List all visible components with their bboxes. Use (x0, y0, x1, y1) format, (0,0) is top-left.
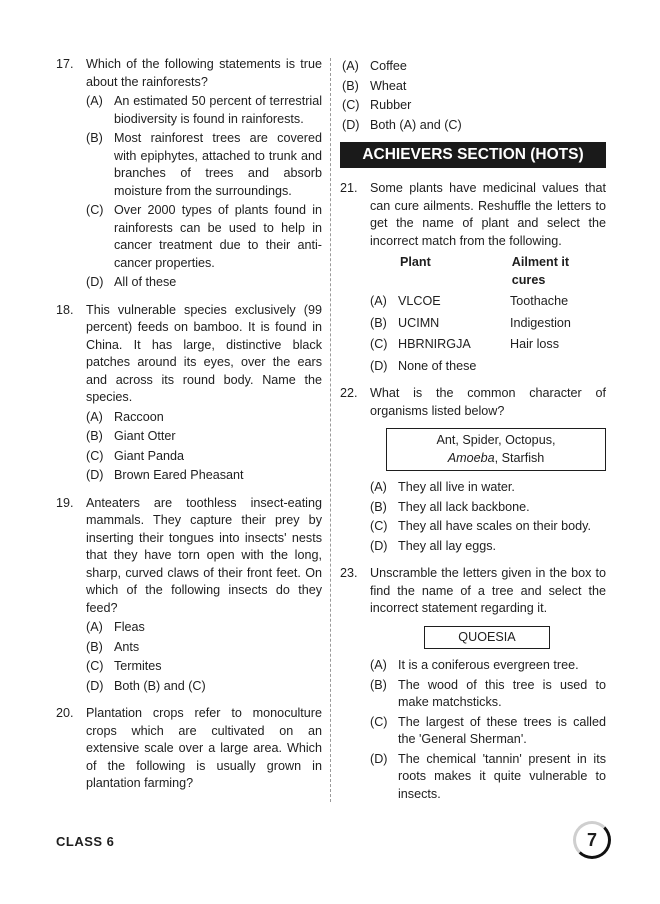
option-label: (D) (86, 468, 104, 482)
option-text: Both (B) and (C) (114, 678, 206, 693)
question-stem: Some plants have medicinal values that can cure ailments. Reshuffle the letters to get the name of plant and select the incorrect match from the following. (370, 181, 606, 248)
option-c (342, 97, 606, 115)
match-table (370, 254, 606, 375)
option-text: Over 2000 types of plants found in rainforests can be used to help in cancer treatment due to their anti-cancer properties. (114, 203, 322, 270)
plant-cell: UCIMN (398, 315, 440, 330)
option-text: Both (A) and (C) (370, 117, 462, 132)
class-label: CLASS 6 (56, 834, 115, 849)
option-c (370, 518, 606, 536)
option-label: (A) (86, 409, 103, 424)
option-text: An estimated 50 percent of terrestrial biodiversity is found in rainforests. (114, 94, 322, 126)
question-20-options (340, 58, 606, 134)
option-text: They all lay eggs. (398, 538, 497, 553)
table-header (370, 254, 606, 289)
question-number: 21. (340, 181, 358, 195)
option-label: (D) (342, 117, 360, 132)
option-d (86, 274, 322, 292)
question-number: 18. (56, 302, 74, 317)
table-row (370, 293, 606, 311)
question-20 (56, 705, 322, 793)
question-22 (340, 385, 606, 555)
option-text: Termites (114, 659, 162, 673)
option-label: (B) (370, 677, 387, 692)
column-header-plant: Plant (400, 255, 431, 269)
organism-list-box (386, 428, 606, 471)
question-stem: This vulnerable species exclusively (99 percent) feeds on bamboo. It is found in China. It has large, distinctive black patches around its eyes, over the ears and across its round body. Name the species. (86, 302, 322, 404)
question-18 (56, 302, 322, 485)
option-a (86, 619, 322, 637)
ailment-cell: Hair loss (510, 337, 559, 351)
option-text: Giant Panda (114, 448, 185, 463)
option-text: They all lack backbone. (398, 499, 530, 514)
question-21 (340, 180, 606, 375)
plant-cell: None of these (398, 358, 477, 373)
question-stem: What is the common character of organisms listed below? (370, 386, 606, 418)
table-row (370, 358, 606, 376)
option-label: (C) (86, 203, 104, 217)
option-text: Raccoon (114, 409, 164, 424)
option-label: (A) (86, 94, 103, 108)
option-label: (C) (86, 448, 104, 463)
option-label: (B) (370, 499, 387, 514)
option-a (342, 58, 606, 76)
option-b (86, 130, 322, 200)
option-text: Most rainforest trees are covered with epiphytes, attached to trunk and branches of trees and absorb moisture from the surroundings. (114, 131, 322, 198)
option-label: (C) (342, 98, 360, 112)
option-text: Wheat (370, 78, 407, 93)
option-text: Giant Otter (114, 429, 176, 443)
option-text: Coffee (370, 59, 407, 73)
box-line-2-rest: , Starfish (494, 450, 545, 465)
option-d (370, 538, 606, 556)
box-line-1: Ant, Spider, Octopus, (436, 433, 556, 447)
question-stem: Which of the following statements is true about the rainforests? (86, 57, 322, 89)
option-label: (D) (370, 538, 388, 553)
option-label: (B) (86, 429, 103, 443)
option-label: (A) (370, 658, 387, 672)
option-label: (B) (86, 639, 103, 654)
option-text: All of these (114, 275, 177, 289)
question-stem: Plantation crops refer to monoculture crops which are cultivated on an extensive scale over a large area. Which of the following is usually grown in plantation farming? (86, 706, 322, 790)
option-label: (A) (86, 620, 103, 634)
option-d (86, 678, 322, 696)
option-label: (A) (342, 59, 359, 73)
left-column (56, 56, 322, 803)
ailment-cell: Indigestion (510, 315, 571, 330)
option-a (86, 93, 322, 128)
question-number: 20. (56, 706, 74, 720)
option-c (86, 448, 322, 466)
option-label: (D) (86, 275, 104, 289)
option-label: (C) (370, 337, 388, 351)
option-d (342, 117, 606, 135)
option-text: It is a coniferous evergreen tree. (398, 658, 579, 672)
option-label: (D) (86, 678, 104, 693)
option-text: The chemical 'tannin' present in its roots makes it quite vulnerable to insects. (398, 751, 606, 801)
option-label: (B) (86, 131, 103, 145)
option-a (370, 657, 606, 675)
question-stem: Anteaters are toothless insect-eating mammals. They capture their prey by inserting their tongues into insects' nests that they have torn open with the long, sharp, curved claws of their front feet. On which of the following insects do they feed? (86, 495, 322, 615)
option-a (370, 479, 606, 497)
italic-organism: Amoeba (447, 450, 495, 465)
option-b (370, 499, 606, 517)
column-header-ailment: Ailment it cures (511, 255, 570, 287)
option-text: The wood of this tree is used to make matchsticks. (398, 677, 606, 709)
option-text: Brown Eared Pheasant (114, 468, 244, 482)
question-number: 23. (340, 566, 358, 580)
page-number: 7 (586, 830, 597, 850)
option-label: (C) (370, 714, 388, 729)
option-a (86, 409, 322, 427)
option-b (86, 428, 322, 446)
option-b (370, 677, 606, 712)
option-label: (A) (370, 480, 387, 494)
option-d (370, 751, 606, 804)
option-text: They all have scales on their body. (398, 519, 591, 533)
option-d (86, 467, 322, 485)
plant-cell: VLCOE (398, 294, 441, 308)
option-c (86, 202, 322, 272)
plant-cell: HBRNIRGJA (398, 337, 471, 351)
option-label: (A) (370, 294, 387, 308)
option-text: Ants (114, 639, 140, 654)
option-text: The largest of these trees is called the 'General Sherman'. (398, 714, 606, 746)
option-label: (C) (86, 659, 104, 673)
option-c (370, 714, 606, 749)
scrambled-word-box: QUOESIA (424, 626, 550, 650)
option-b (86, 639, 322, 657)
table-row (370, 315, 606, 333)
question-23 (340, 565, 606, 803)
option-text: Rubber (370, 98, 412, 112)
ailment-cell: Toothache (510, 294, 569, 308)
section-heading: ACHIEVERS SECTION (HOTS) (340, 142, 606, 168)
option-text: They all live in water. (398, 480, 515, 494)
box-line-2 (393, 450, 599, 468)
option-label: (C) (370, 519, 388, 533)
table-row (370, 336, 606, 354)
question-19 (56, 495, 322, 696)
question-number: 22. (340, 386, 358, 400)
column-divider (330, 58, 331, 802)
question-number: 17. (56, 57, 74, 71)
question-stem: Unscramble the letters given in the box to find the name of a tree and select the incorrect statement regarding it. (370, 566, 606, 615)
option-label: (D) (370, 751, 388, 766)
right-column (340, 56, 606, 813)
question-number: 19. (56, 495, 74, 510)
option-c (86, 658, 322, 676)
option-label: (D) (370, 358, 388, 373)
option-label: (B) (342, 78, 359, 93)
option-b (342, 78, 606, 96)
option-label: (B) (370, 315, 387, 330)
page-number-badge (573, 821, 611, 859)
option-text: Fleas (114, 620, 145, 634)
question-17 (56, 56, 322, 292)
